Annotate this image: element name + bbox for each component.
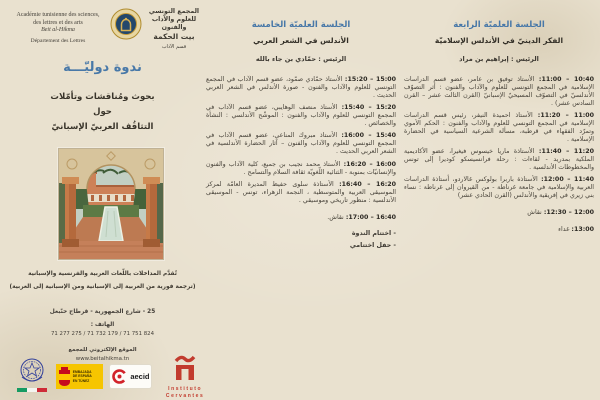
event-title-line3: التثاقُف العربيّ الإسبانيّ: [51, 122, 154, 132]
entry-text: نقاش.: [327, 213, 344, 221]
entry-time: 13:00:: [571, 226, 594, 234]
spain-coat-of-arms-icon: [58, 367, 71, 386]
entry-time: 15:40 – 16:00:: [341, 132, 396, 140]
aecid-label: aecid: [130, 372, 150, 381]
event-title: [0, 90, 205, 135]
entry-text: غداء: [558, 226, 570, 234]
academy-fr-line2: des lettres et des arts: [33, 19, 83, 26]
academy-name-arabic: [143, 8, 205, 51]
schedule-entry: [404, 226, 594, 234]
entry-time: 11:20 – 11:40:: [538, 148, 594, 156]
academy-ar-name: المجمع التونسي للعلوم والآداب والفنون: [148, 8, 200, 31]
spain-embassy-line3: EN TÚNEZ: [72, 378, 90, 383]
schedule-entry: [404, 112, 594, 144]
entry-time: 10:40 – 11:00:: [538, 76, 594, 83]
entry-text: الأستاذة ماريا خيسوس فيغيرا، عضو الأكاديمية الملكية بمدريد - لقاءات : رحلة فرانسيسكو كوديرا إلى تونس والمخطوطات الأندلسية .: [404, 148, 594, 172]
website-label: الموقع الإلكتروني للمجمع: [68, 347, 137, 353]
session-4-chair: الرئيس : إبراهيم بن مراد: [459, 55, 539, 63]
schedule-entry: [404, 176, 594, 200]
session-5-column: [206, 12, 396, 249]
cervantes-line2: Cervantes: [165, 392, 205, 399]
website-url: www.beitalhikma.tn: [75, 356, 130, 362]
languages-note: تُقدَّم المداخلات باللّغات العربية والفرنسية والإسبانية: [28, 271, 177, 277]
andalusian-courtyard-painting: [58, 148, 164, 260]
entry-time: 16:40 – 17:00:: [345, 213, 396, 221]
phone-numbers: 71 277 275 / 71 732 179 / 71 751 824: [50, 331, 155, 337]
session-5-chair: الرئيس : حمّادي بن جاء بالله: [255, 55, 347, 63]
entry-time: 12:00 – 12:30:: [543, 209, 594, 217]
closing-note-2: - حفل اختتامي: [349, 241, 396, 249]
spain-embassy-logo: [56, 364, 103, 389]
closing-note-1: - اختتام الندوة: [351, 229, 396, 237]
academy-ar-dept: قسم الآداب: [161, 44, 187, 50]
entry-time: 15:00 – 15:20:: [344, 76, 396, 83]
italy-emblem-logo: [14, 356, 50, 398]
beit-al-hikma-emblem-icon: [110, 7, 142, 45]
entry-text: الأستاذ احميدة النيفر، رئيس قسم الدراسات الإسلامية في المجمع التونسي للعلوم والآداب والفنون : الحكم الأموي وتمرّد الفقهاء في قرطبة، مسألة الشرعية السياسية في الحضارة الإسلامية .: [404, 112, 594, 143]
aecid-logo: [109, 364, 153, 389]
academy-name-french: [6, 12, 110, 45]
schedule-entry: [206, 76, 396, 100]
academy-fr-line1: Académie tunisienne des sciences,: [16, 12, 100, 18]
phone-label: الهاتف :: [90, 322, 115, 328]
partner-logos-row: [14, 354, 212, 399]
session-4-heading: الجلسة العلميّة الرابعة: [453, 20, 545, 30]
entry-time: 16:20 – 16:40:: [339, 180, 396, 188]
session-4-topic: الفكر الدينيّ في الأندلس الإسلاميّة: [434, 36, 564, 45]
schedule-entry: [404, 148, 594, 172]
entry-text: الأستاذة باربرا بولوكس غالاردو، أستاذة الدراسات العربية والإسلامية في جامعة غرناطة - من القيروان إلى غرناطة : نساء بني زيري في إفريقية والأندلس (القرن الحادي عشر): [404, 176, 594, 200]
entry-text: الأستاذ مبروك المناعي، عضو قسم الآداب في المجمع التونسي للعلوم والآداب والفنون – آثار الحضارة الأندلسية في الشعر العربي الحديث .: [206, 132, 396, 156]
schedule-entry: [206, 104, 396, 128]
translation-note: (ترجمة فورية من العربية إلى الإسبانية ومن الإسبانية إلى العربية): [9, 284, 196, 290]
schedule-entry: [206, 132, 396, 156]
address: 25 - شارع الجمهورية - قرطاج حنّبعل: [49, 309, 156, 315]
entry-text: نقاش: [527, 209, 542, 217]
schedule-entry: [206, 214, 396, 222]
event-kicker: ندوة دوليّـــة: [63, 60, 142, 75]
schedule-entry: [206, 181, 396, 205]
entry-text: الأستاذ توفيق بن عامر، عضو قسم الدراسات الإسلامية في المجمع التونسي للعلوم والآداب والفنون : أثر التصوّف الأندلسيّ في التصوّف المسيحيّ الإسبانيّ (القرن الثالث عشر – القرن السادس عشر) .: [404, 76, 594, 107]
entry-time: 16:00 – 16:20:: [343, 160, 396, 168]
academy-ar-beit: بيت الحكمة: [153, 32, 195, 41]
entry-text: الأستاذ حمّادي صمّود، عضو قسم الآداب في المجمع التونسي للعلوم والآداب والفنون - صورة الأندلس في الشعر العربي الحديث .: [206, 76, 396, 99]
event-title-line1: بحوث ومُناقشات وتأمّلات: [50, 92, 155, 102]
entry-text: الأستاذة سلوى حفيظ المديرة العامّة لمركز الموسيقى العربية والمتوسطية ، النجمة الزهراء، تونس - الموسيقى الأندلسية : منظور تاريخي وموسيقي .: [206, 180, 396, 204]
entry-time: 11:40 – 12:00:: [541, 176, 594, 184]
instituto-cervantes-logo: [158, 354, 212, 399]
aecid-ring-icon: [111, 367, 128, 386]
session-5-heading: الجلسة العلميّة الخامسة: [251, 20, 351, 30]
schedule-entry: [206, 161, 396, 177]
academy-fr-dept: Département des Lettres: [30, 37, 86, 44]
entry-text: الأستاذ منصف الوهايبي، عضو قسم الآداب في المجمع التونسي للعلوم والآداب والفنون : الموشّح الأندلسي : النشأة والخصائص .: [206, 104, 396, 128]
cervantes-enye-icon: [173, 354, 197, 382]
cervantes-line1: Instituto: [168, 386, 203, 392]
language-notes: [0, 268, 205, 294]
spain-embassy-line2: DE ESPAÑA: [72, 374, 92, 379]
session-5-topic: الأندلس في الشعر العربي: [253, 36, 349, 45]
session-4-column: [404, 12, 594, 237]
entry-text: الأستاذ محمد نجيب بن جميع، كلية الآداب والفنون والإنسانيّات بمنوبة - الثنائية اللّغويّة ثقافة السلام والتسامح .: [206, 160, 396, 176]
spain-embassy-line1: EMBAJADA: [72, 370, 92, 375]
event-title-line2: حول: [93, 107, 112, 117]
entry-time: 11:00 – 11:20:: [537, 112, 594, 120]
entry-time: 15:20 – 15:40:: [341, 104, 396, 112]
schedule-entry: [404, 209, 594, 217]
academy-fr-beit: Beit al-Hikma: [41, 27, 75, 33]
schedule-entry: [404, 76, 594, 108]
